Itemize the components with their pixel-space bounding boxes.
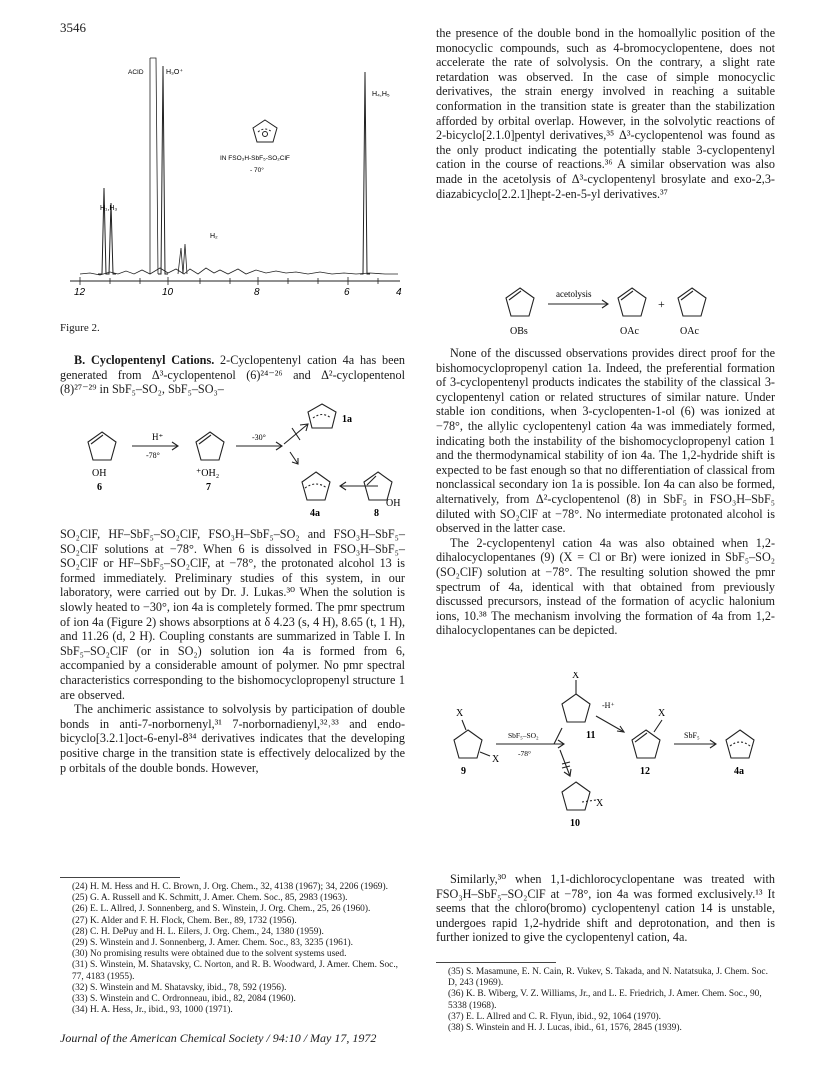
compound-6: 6: [97, 482, 102, 493]
right-references: [436, 967, 775, 1034]
tick-label: 12: [74, 287, 86, 298]
right-column-body: [436, 346, 775, 638]
nmr-spectrum-figure: [60, 48, 410, 320]
section-b-intro: [60, 353, 405, 397]
figure-caption: Figure 2.: [60, 322, 100, 334]
tick-label: 6: [344, 287, 350, 298]
x-label: X: [572, 672, 580, 681]
x-label: X: [596, 798, 604, 809]
tick-label: 10: [162, 287, 174, 298]
left-references: [60, 882, 405, 1016]
oac-label: OAc: [680, 326, 699, 337]
tick-label: 4: [396, 287, 402, 298]
paragraph: The anchimeric assistance to solvolysis by participation of double bonds in anti-7-norbornenyl,³¹ 7-norbornadienyl,³²˒³³ and endo-bicyclo[3.2.1]oct-6-enyl-8³⁴ derivatives indicates that the developing positive charge in the transition state is effectively delocalized by the p orbitals of the double bonds. However,: [60, 702, 405, 775]
oh2-label: ⁺OH₂: [196, 468, 220, 479]
compound-9: 9: [461, 766, 466, 777]
ionization-scheme: [60, 398, 405, 524]
right-column-para4: [436, 872, 775, 945]
compound-8: 8: [374, 508, 379, 519]
compound-4a: 4a: [734, 766, 744, 777]
right-column-para1: [436, 26, 775, 201]
reference: (34) H. A. Hess, Jr., ibid., 93, 1000 (1971).: [72, 1005, 233, 1016]
reference: (32) S. Winstein and M. Shatavsky, ibid., 78, 592 (1956).: [72, 982, 287, 993]
x-label: X: [456, 708, 464, 719]
reference: (38) S. Winstein and H. J. Lucas, ibid., 61, 1576, 2845 (1939).: [448, 1023, 682, 1034]
reference: (33) S. Winstein and C. Ordronneau, ibid., 82, 2084 (1960).: [72, 994, 296, 1005]
reference: (29) S. Winstein and J. Sonnenberg, J. Amer. Chem. Soc., 83, 3235 (1961).: [72, 938, 354, 949]
h3o-label: H₃O⁺: [166, 69, 184, 76]
oh-label: OH: [92, 468, 107, 479]
sbf5-label: SbF₅: [684, 731, 700, 740]
page-number: 3546: [60, 20, 86, 35]
reference: (30) No promising results were obtained due to the solvent systems used.: [72, 949, 347, 960]
oac-label: OAc: [620, 326, 639, 337]
compound-12: 12: [640, 766, 650, 777]
h2-label: H₂: [210, 233, 218, 240]
reference: (25) G. A. Russell and K. Schmitt, J. Amer. Chem. Soc., 85, 2983 (1963).: [72, 893, 348, 904]
intro-text: 2-Cyclopentenyl cation 4a has been generated from Δ³-cyclopentenol (6)²⁴⁻²⁶ and Δ²-cyclopentenol (8)²⁷⁻²⁹ in SbF₅–SO₂, SbF₅–SO₃–: [60, 353, 405, 397]
compound-1a: 1a: [342, 414, 352, 425]
compound-4a: 4a: [310, 508, 320, 519]
condition-minus30: -30°: [252, 433, 266, 442]
compound-10: 10: [570, 818, 580, 829]
paragraph: SO₂ClF, HF–SbF₅–SO₂ClF, FSO₃H–SbF₅–SO₂ and FSO₃H–SbF₅–SO₂ClF solutions at −78°. When 6 is dissolved in FSO₃H–SbF₅–SO₂ClF or HF–SbF₅–SO₂ClF, at −78°, the protonated alcohol 13 is formed immediately. Preliminary studies of this system, in our laboratory, were carried out by Dr. J. Lukas.³⁰ When the solution is slowly heated to −30°, ion 4a is completely formed. The pmr spectrum of ion 4a (Figure 2) shows absorptions at δ 4.23 (s, 4 H), 8.65 (t, 1 H), and 11.26 (d, 2 H). Coupling constants are summarized in Table I. In SbF₅–SO₂ClF (or in SO₂) solution ion 4a is formed from 6, accompanied by a considerable amount of polymer. No pmr spectral characteristics corresponding to the bishomocyclopropenyl structure 1 are observed.: [60, 527, 405, 702]
paragraph: the presence of the double bond in the homoallylic position of the monocyclic compounds, such as 4-bromocyclopentene, does not accelerate the rate of solvolysis. On the contrary, a slight rate retardation was observed. In the case of simple monocyclic derivatives, the strain energy involved in reaching a suitable conformation in the transition state is greater than the stabilization afforded by orbital overlap. However, in the solvolytic reactions of 2-bicyclo[2.1.0]pentyl derivatives,³⁵ Δ³-cyclopentenol was found as the only product indicating the potentially stable 3-cyclopentenyl cation in the course of reactions.³⁶ A similar observation was also made in the acetolysis of Δ³-cyclopentenyl brosylate and exo-2,3-diazabicyclo[2.2.1]hept-2-en-5-yl derivatives.³⁷: [436, 26, 775, 201]
cation-structure-inset: [253, 120, 277, 142]
plus-sign: +: [658, 297, 665, 311]
solvent-label: IN FSO₃H-SbF₅-SO₂ClF: [220, 155, 290, 162]
reference: (26) E. L. Allred, J. Sonnenberg, and S. Winstein, J. Org. Chem., 25, 26 (1960).: [72, 904, 371, 915]
reference: (31) S. Winstein, M. Shatavsky, C. Norton, and R. B. Woodward, J. Amer. Chem. Soc., 77, 4183 (1955).: [72, 960, 399, 982]
reference: (36) K. B. Wiberg, V. Z. Williams, Jr., and L. E. Friedrich, J. Amer. Chem. Soc., 90, 5338 (1968).: [448, 989, 762, 1011]
dihalocyclopentane-scheme: [436, 672, 775, 852]
reagent-label: SbF₅–SO₂: [508, 731, 539, 740]
deprotonation-label: -H⁺: [602, 701, 615, 710]
left-column-body: [60, 527, 405, 775]
oh-label-8: OH: [386, 498, 401, 509]
reference: (27) K. Alder and F. H. Flock, Chem. Ber., 89, 1732 (1956).: [72, 915, 297, 926]
condition-minus78: -78°: [146, 451, 160, 460]
condition-label: -78°: [518, 749, 531, 758]
h45-label: H₄,H₅: [372, 91, 390, 98]
section-heading: B. Cyclopentenyl Cations.: [74, 353, 215, 367]
temperature-label: - 70°: [250, 167, 264, 174]
reagent-h-plus: H⁺: [152, 432, 164, 442]
paragraph: None of the discussed observations provides direct proof for the bishomocyclopropenyl cation 1a. Indeed, the preferential formation of 3-cyclopentenyl products indicates the stability of the classical 3-cyclopentenyl cation or related structures of similar nature. Under stable ion conditions, when 3-cyclopenten-1-ol (6) was ionized at −78°, the allylic cyclopentenyl cation 4a was immediately formed, indicating both the instability of the bishomocyclopropenyl cation 1 and the thermodynamical stability of ion 4a. The 1,2-hydride shift is expected to be fast enough so that no differentiation of classical from nonclassical secondary ion 1a is possible. Ion 4a can also be formed, alternatively, from Δ²-cyclopentenol (8) in SbF₅ in FSO₃H–SbF₅ diluted with SO₂ClF at −78°. No intermediate protonated alcohol is observed in the latter case.: [436, 346, 775, 536]
paragraph: Similarly,³⁰ when 1,1-dichlorocyclopentane was treated with FSO₃H–SbF₅–SO₂ClF at −78°, ion 4a was formed exclusively.¹³ It seems that the chloro(bromo) cyclopentenyl cation 14 is unstable, undergoes rapid 1,2-hydride shift and deprotonation, and then is further ionized to give the cyclopentenyl cation, 4a.: [436, 872, 775, 945]
compound-7: 7: [206, 482, 211, 493]
x-label: X: [658, 708, 666, 719]
reference: (28) C. H. DePuy and H. L. Eilers, J. Org. Chem., 24, 1380 (1959).: [72, 926, 324, 937]
reference: (37) E. L. Allred and C. R. Flyun, ibid., 92, 1064 (1970).: [448, 1011, 662, 1022]
acetolysis-label: acetolysis: [556, 289, 592, 299]
reference: (35) S. Masamune, E. N. Cain, R. Vukev, S. Takada, and N. Natatsuka, J. Chem. Soc. D, 243 (1969).: [448, 967, 768, 989]
acid-label: ACID: [128, 69, 144, 76]
paragraph: The 2-cyclopentenyl cation 4a was also obtained when 1,2-dihalocyclopentanes (9) (X = Cl or Br) were ionized in SbF₅–SO₂ (SO₂ClF) solution at −78°. The resulting solution showed the pmr spectrum of 4a, identical with that obtained from previously discussed precursors, instead of the formation of acyclic halonium ions, 10.³⁸ The mechanism involving the formation of 4a from 1,2-dihalocyclopentanes can be depicted.: [436, 535, 775, 638]
x-label: X: [492, 754, 500, 765]
tick-label: 8: [254, 287, 260, 298]
journal-footer: Journal of the American Chemical Society / 94:10 / May 17, 1972: [60, 1031, 377, 1045]
compound-11: 11: [586, 730, 596, 741]
obs-label: OBs: [510, 326, 528, 337]
reference: (24) H. M. Hess and H. C. Brown, J. Org. Chem., 32, 4138 (1967); 34, 2206 (1969).: [72, 882, 388, 892]
h13-label: H₁,H₃: [100, 205, 118, 212]
acetolysis-scheme: [436, 282, 775, 342]
